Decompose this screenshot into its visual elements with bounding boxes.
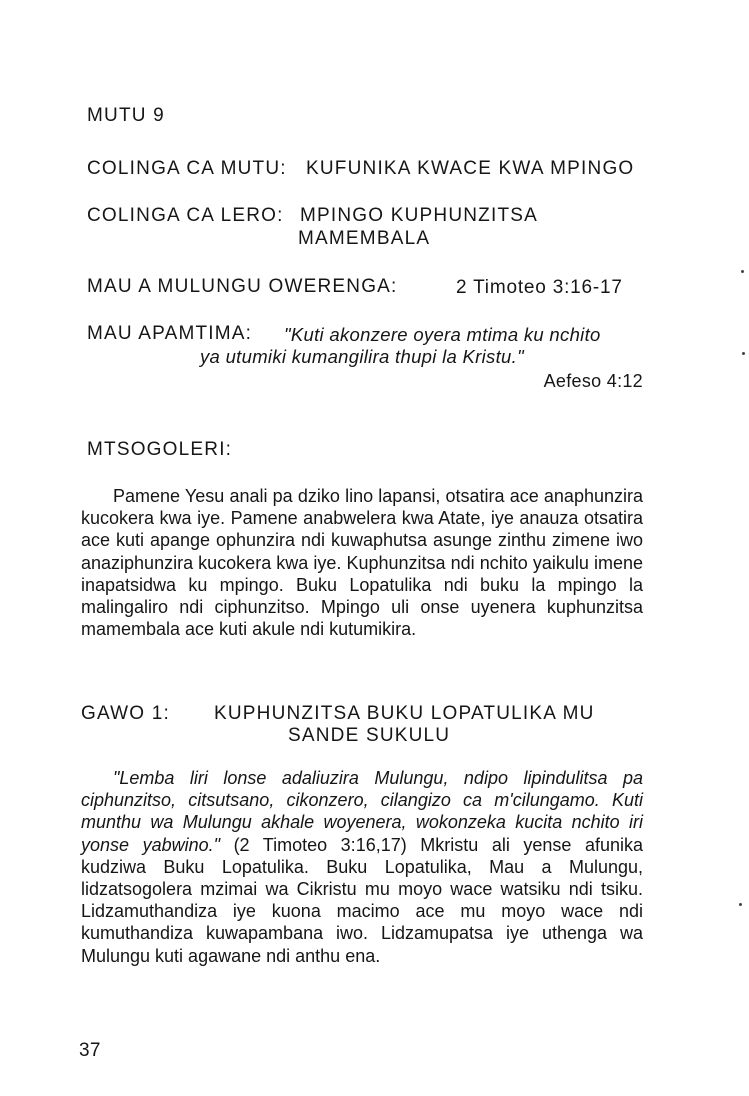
section1-paragraph: Mkristu ali yense afunika kudziwa Buku Lopatulika. Buku Lopatulika, Mau a Mulungu, lidzatsogolera mzimai wa Cikristu mu moyo wace watsiku ndi tsiku. Lidzamuthandiza iye kuona macimo ace mu moyo wace ndi kumuthandiza kuwapambana iwo. Lidzamupatsa iye uthenga wa Mulungu kuti agawane ndi anthu ena. bbox=[81, 834, 643, 966]
section1-title-line2: SANDE SUKULU bbox=[288, 725, 451, 746]
section1-quote-block bbox=[81, 767, 643, 967]
goal-today-label: COLINGA CA LERO: bbox=[87, 205, 284, 226]
goal-chapter-value: KUFUNIKA KWACE KWA MPINGO bbox=[306, 158, 635, 179]
goal-today-value-line2: MAMEMBALA bbox=[298, 228, 431, 249]
goal-today-value-line1: MPINGO KUPHUNZITSA bbox=[300, 205, 539, 226]
memory-verse-line1: "Kuti akonzere oyera mtima ku nchito bbox=[284, 324, 601, 345]
section1-quote: "Lemba liri lonse adaliuzira Mulungu, ndipo lipindulitsa pa ciphunzitso, citsutsano, cikonzero, cilangizo ca m'cilungamo. Kuti munthu wa Mulungu akhale woyenera, wokonzeka kucita nchito iri yonse yabwino." bbox=[81, 768, 643, 855]
chapter-heading: MUTU 9 bbox=[87, 105, 165, 126]
memory-verse-reference: Aefeso 4:12 bbox=[543, 371, 643, 391]
scan-speck bbox=[739, 903, 742, 906]
section1-body bbox=[81, 767, 643, 967]
goal-chapter-label: COLINGA CA MUTU: bbox=[87, 158, 287, 179]
section1-title-line1: KUPHUNZITSA BUKU LOPATULIKA MU bbox=[214, 703, 595, 724]
section1-label: GAWO 1: bbox=[81, 703, 170, 724]
section1-quote-reference: (2 Timoteo 3:16,17) bbox=[233, 834, 407, 855]
reading-label: MAU A MULUNGU OWERENGA: bbox=[87, 276, 398, 297]
scan-speck bbox=[742, 352, 745, 355]
intro-paragraph bbox=[81, 485, 643, 640]
intro-heading: MTSOGOLERI: bbox=[87, 439, 233, 460]
memory-verse-line2: ya utumiki kumangilira thupi la Kristu." bbox=[200, 346, 524, 367]
scan-speck bbox=[741, 270, 744, 273]
reading-reference: 2 Timoteo 3:16-17 bbox=[456, 277, 623, 298]
intro-paragraph-text: Pamene Yesu anali pa dziko lino lapansi, otsatira ace anaphunzira kucokera kwa iye. Pamene anabwelera kwa Atate, iye anauza otsatira ace kuti apange ophunzira ndi kuwaphutsa asunge zinthu zimene iwo anaziphunzira kucokera kwa iye. Kuphunzitsa ndi nchito yaikulu imene inapatsidwa ku mpingo. Buku Lopatulika ndi buku la mpingo la malingaliro ndi ciphunzitso. Mpingo uli onse uyenera kuphunzitsa mamembala ace kuti akule ndi kutumikira. bbox=[81, 486, 643, 640]
page-number: 37 bbox=[79, 1040, 101, 1061]
memory-verse-label: MAU APAMTIMA: bbox=[87, 323, 253, 344]
